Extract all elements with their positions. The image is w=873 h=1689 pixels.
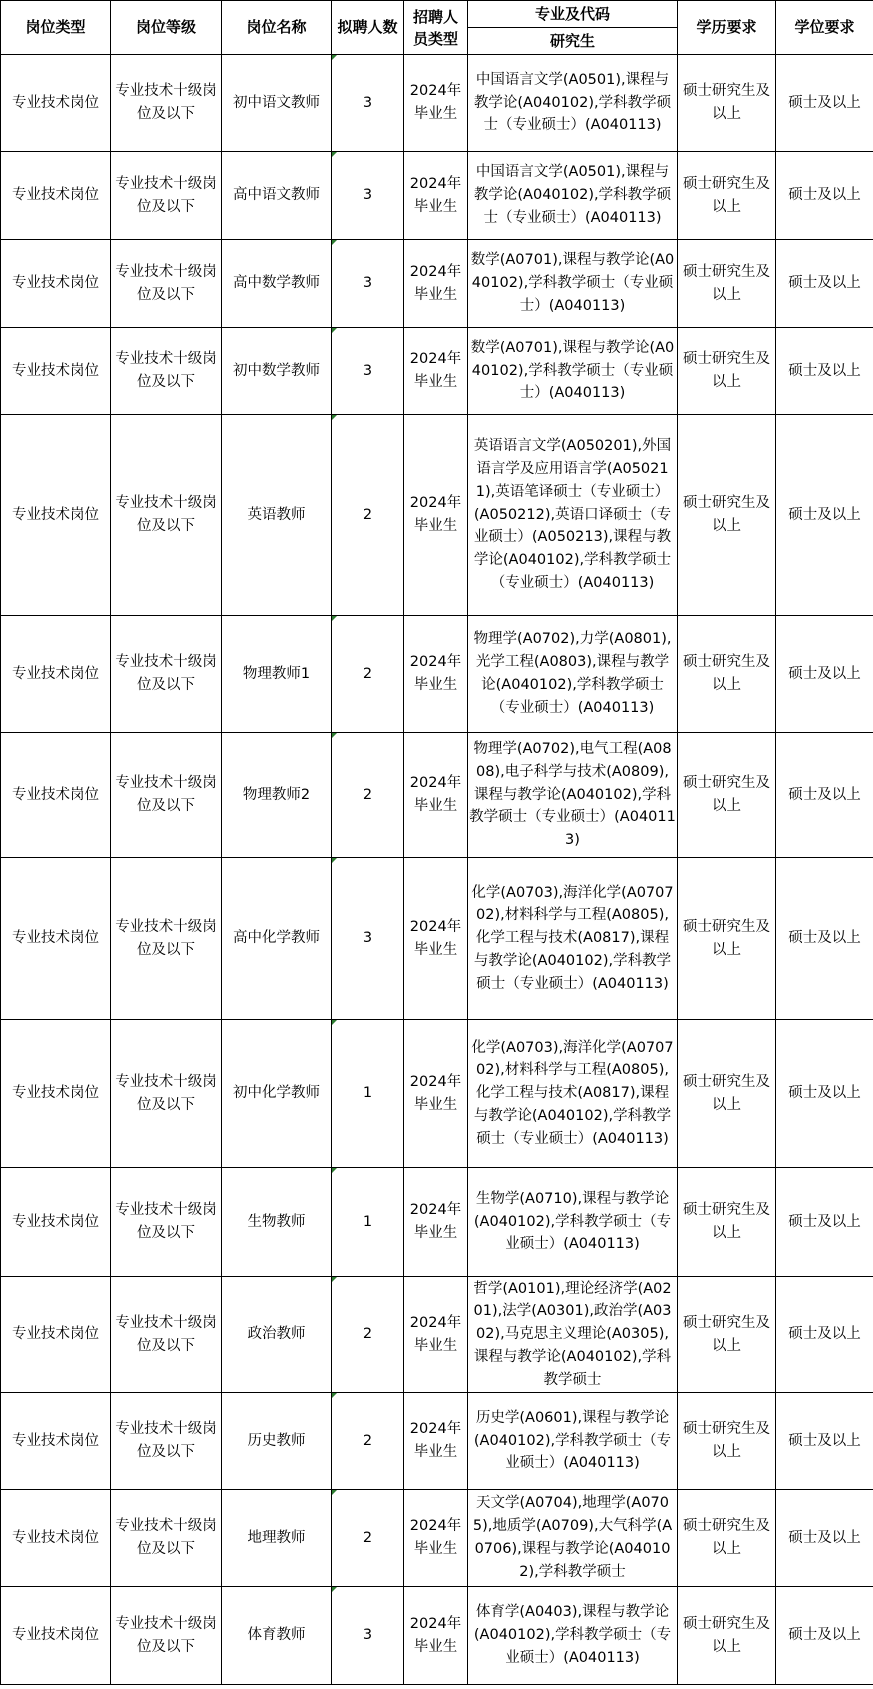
cell-degree: 硕士及以上 — [776, 1277, 873, 1393]
cell-hire-count-value: 3 — [362, 1627, 373, 1643]
cell-post-level: 专业技术十级岗位及以下 — [111, 733, 222, 858]
cell-post-type: 专业技术岗位 — [1, 240, 111, 328]
cell-education: 硕士研究生及以上 — [678, 1587, 776, 1685]
cell-post-level: 专业技术十级岗位及以下 — [111, 240, 222, 328]
cell-hire-count-value: 3 — [362, 187, 373, 203]
cell-post-type: 专业技术岗位 — [1, 328, 111, 415]
cell-post-level: 专业技术十级岗位及以下 — [111, 1393, 222, 1490]
cell-major: 数学(A0701),课程与教学论(A040102),学科教学硕士（专业硕士）(A040113) — [468, 240, 678, 328]
cell-education: 硕士研究生及以上 — [678, 616, 776, 733]
cell-degree: 硕士及以上 — [776, 1393, 873, 1490]
cell-hire-count-value: 2 — [362, 1529, 373, 1546]
table-row — [1, 733, 873, 858]
cell-education: 硕士研究生及以上 — [678, 1020, 776, 1168]
cell-marker — [332, 1277, 337, 1282]
cell-marker — [332, 1020, 337, 1025]
header-row — [1, 1, 873, 28]
cell-post-name: 高中数学教师 — [222, 240, 332, 328]
cell-marker — [332, 858, 337, 863]
cell-post-name: 初中化学教师 — [222, 1020, 332, 1168]
cell-post-name: 地理教师 — [222, 1490, 332, 1587]
table-row — [1, 415, 873, 616]
cell-degree: 硕士及以上 — [776, 1587, 873, 1685]
cell-post-name: 生物教师 — [222, 1168, 332, 1277]
cell-degree: 硕士及以上 — [776, 240, 873, 328]
cell-recruit-type: 2024年毕业生 — [404, 616, 468, 733]
cell-post-name: 历史教师 — [222, 1393, 332, 1490]
cell-recruit-type: 2024年毕业生 — [404, 152, 468, 240]
cell-recruit-type: 2024年毕业生 — [404, 1393, 468, 1490]
cell-hire-count — [332, 858, 404, 1020]
cell-recruit-type: 2024年毕业生 — [404, 733, 468, 858]
cell-recruit-type: 2024年毕业生 — [404, 1587, 468, 1685]
cell-major: 哲学(A0101),理论经济学(A0201),法学(A0301),政治学(A0302),马克思主义理论(A0305),课程与教学论(A040102),学科教学硕士 — [468, 1277, 678, 1393]
table-row — [1, 1490, 873, 1587]
cell-recruit-type: 2024年毕业生 — [404, 55, 468, 152]
table-row — [1, 152, 873, 240]
cell-degree: 硕士及以上 — [776, 152, 873, 240]
cell-hire-count-value: 2 — [362, 786, 373, 803]
cell-post-type: 专业技术岗位 — [1, 415, 111, 616]
cell-education: 硕士研究生及以上 — [678, 328, 776, 415]
cell-hire-count-value: 3 — [362, 362, 373, 379]
cell-education: 硕士研究生及以上 — [678, 1393, 776, 1490]
cell-hire-count — [332, 1168, 404, 1277]
header-major-graduate: 研究生 — [468, 28, 678, 55]
cell-post-level: 专业技术十级岗位及以下 — [111, 1587, 222, 1685]
cell-post-name: 初中语文教师 — [222, 55, 332, 152]
cell-education: 硕士研究生及以上 — [678, 1168, 776, 1277]
cell-post-type: 专业技术岗位 — [1, 1277, 111, 1393]
cell-post-level: 专业技术十级岗位及以下 — [111, 1277, 222, 1393]
cell-major: 中国语言文学(A0501),课程与教学论(A040102),学科教学硕士（专业硕士）(A040113) — [468, 152, 678, 240]
cell-hire-count — [332, 152, 404, 240]
cell-marker — [332, 1587, 337, 1592]
cell-marker — [332, 240, 337, 245]
cell-hire-count-value: 2 — [362, 1326, 373, 1342]
cell-post-name: 体育教师 — [222, 1587, 332, 1685]
header-education: 学历要求 — [678, 1, 776, 55]
cell-major: 物理学(A0702),力学(A0801),光学工程(A0803),课程与教学论(A040102),学科教学硕士（专业硕士）(A040113) — [468, 616, 678, 733]
cell-degree: 硕士及以上 — [776, 1020, 873, 1168]
cell-recruit-type: 2024年毕业生 — [404, 1020, 468, 1168]
cell-degree: 硕士及以上 — [776, 415, 873, 616]
header-hire-count: 拟聘人数 — [332, 1, 404, 55]
cell-degree: 硕士及以上 — [776, 733, 873, 858]
cell-major: 化学(A0703),海洋化学(A070702),材料科学与工程(A0805),化学工程与技术(A0817),课程与教学论(A040102),学科教学硕士（专业硕士）(A040113) — [468, 858, 678, 1020]
cell-major: 英语语言文学(A050201),外国语言学及应用语言学(A050211),英语笔译硕士（专业硕士）(A050212),英语口译硕士（专业硕士）(A050213),课程与教学论(A040102),学科教学硕士（专业硕士）(A040113) — [468, 415, 678, 616]
cell-hire-count — [332, 55, 404, 152]
cell-marker — [332, 328, 337, 333]
cell-hire-count — [332, 240, 404, 328]
cell-hire-count — [332, 1277, 404, 1393]
cell-education: 硕士研究生及以上 — [678, 1277, 776, 1393]
cell-post-level: 专业技术十级岗位及以下 — [111, 616, 222, 733]
header-major-group: 专业及代码 — [468, 1, 678, 28]
cell-recruit-type: 2024年毕业生 — [404, 1168, 468, 1277]
cell-hire-count — [332, 616, 404, 733]
cell-post-name: 英语教师 — [222, 415, 332, 616]
cell-education: 硕士研究生及以上 — [678, 858, 776, 1020]
cell-hire-count — [332, 1020, 404, 1168]
cell-post-level: 专业技术十级岗位及以下 — [111, 152, 222, 240]
cell-major: 化学(A0703),海洋化学(A070702),材料科学与工程(A0805),化学工程与技术(A0817),课程与教学论(A040102),学科教学硕士（专业硕士）(A040113) — [468, 1020, 678, 1168]
cell-hire-count-value: 3 — [362, 275, 373, 291]
cell-degree: 硕士及以上 — [776, 328, 873, 415]
table-row — [1, 1020, 873, 1168]
cell-education: 硕士研究生及以上 — [678, 55, 776, 152]
cell-education: 硕士研究生及以上 — [678, 152, 776, 240]
cell-post-level: 专业技术十级岗位及以下 — [111, 328, 222, 415]
cell-education: 硕士研究生及以上 — [678, 240, 776, 328]
cell-marker — [332, 1490, 337, 1495]
header-recruit-type: 招聘人员类型 — [404, 1, 468, 55]
cell-hire-count-value: 1 — [362, 1213, 373, 1230]
cell-recruit-type: 2024年毕业生 — [404, 415, 468, 616]
cell-post-level: 专业技术十级岗位及以下 — [111, 1490, 222, 1587]
cell-post-name: 物理教师2 — [222, 733, 332, 858]
cell-post-name: 高中化学教师 — [222, 858, 332, 1020]
cell-marker — [332, 616, 337, 621]
cell-degree: 硕士及以上 — [776, 858, 873, 1020]
cell-major: 历史学(A0601),课程与教学论(A040102),学科教学硕士（专业硕士）(A040113) — [468, 1393, 678, 1490]
cell-post-level: 专业技术十级岗位及以下 — [111, 55, 222, 152]
cell-post-name: 高中语文教师 — [222, 152, 332, 240]
cell-major: 生物学(A0710),课程与教学论(A040102),学科教学硕士（专业硕士）(A040113) — [468, 1168, 678, 1277]
cell-post-type: 专业技术岗位 — [1, 55, 111, 152]
cell-marker — [332, 733, 337, 738]
cell-post-type: 专业技术岗位 — [1, 1587, 111, 1685]
cell-degree: 硕士及以上 — [776, 1490, 873, 1587]
cell-marker — [332, 1168, 337, 1173]
cell-post-type: 专业技术岗位 — [1, 1393, 111, 1490]
table-row — [1, 240, 873, 328]
cell-post-level: 专业技术十级岗位及以下 — [111, 1020, 222, 1168]
table-row — [1, 1393, 873, 1490]
cell-hire-count-value: 1 — [362, 1085, 373, 1101]
cell-post-name: 初中数学教师 — [222, 328, 332, 415]
cell-major: 物理学(A0702),电气工程(A0808),电子科学与技术(A0809),课程与教学论(A040102),学科教学硕士（专业硕士）(A040113) — [468, 733, 678, 858]
header-post-type: 岗位类型 — [1, 1, 111, 55]
cell-major: 天文学(A0704),地理学(A0705),地质学(A0709),大气科学(A0706),课程与教学论(A040102),学科教学硕士 — [468, 1490, 678, 1587]
cell-education: 硕士研究生及以上 — [678, 1490, 776, 1587]
cell-hire-count-value: 2 — [362, 665, 373, 682]
cell-hire-count-value: 2 — [362, 506, 373, 523]
cell-hire-count — [332, 1587, 404, 1685]
cell-hire-count — [332, 1393, 404, 1490]
table-row — [1, 1168, 873, 1277]
cell-degree: 硕士及以上 — [776, 616, 873, 733]
table-row — [1, 1277, 873, 1393]
cell-education: 硕士研究生及以上 — [678, 415, 776, 616]
cell-recruit-type: 2024年毕业生 — [404, 240, 468, 328]
header-post-name: 岗位名称 — [222, 1, 332, 55]
cell-hire-count-value: 3 — [362, 930, 373, 946]
cell-major: 中国语言文学(A0501),课程与教学论(A040102),学科教学硕士（专业硕士）(A040113) — [468, 55, 678, 152]
cell-post-name: 政治教师 — [222, 1277, 332, 1393]
cell-post-level: 专业技术十级岗位及以下 — [111, 415, 222, 616]
cell-recruit-type: 2024年毕业生 — [404, 1490, 468, 1587]
cell-marker — [332, 415, 337, 420]
table-row — [1, 55, 873, 152]
table-row — [1, 328, 873, 415]
cell-education: 硕士研究生及以上 — [678, 733, 776, 858]
cell-post-level: 专业技术十级岗位及以下 — [111, 858, 222, 1020]
cell-marker — [332, 55, 337, 60]
table-row — [1, 1587, 873, 1685]
cell-post-type: 专业技术岗位 — [1, 616, 111, 733]
table-row — [1, 616, 873, 733]
cell-hire-count — [332, 733, 404, 858]
cell-post-type: 专业技术岗位 — [1, 733, 111, 858]
cell-post-name: 物理教师1 — [222, 616, 332, 733]
cell-major: 体育学(A0403),课程与教学论(A040102),学科教学硕士（专业硕士）(A040113) — [468, 1587, 678, 1685]
header-post-level: 岗位等级 — [111, 1, 222, 55]
cell-hire-count-value: 2 — [362, 1432, 373, 1449]
cell-hire-count — [332, 1490, 404, 1587]
cell-recruit-type: 2024年毕业生 — [404, 328, 468, 415]
cell-major: 数学(A0701),课程与教学论(A040102),学科教学硕士（专业硕士）(A040113) — [468, 328, 678, 415]
header-degree: 学位要求 — [776, 1, 873, 55]
cell-degree: 硕士及以上 — [776, 1168, 873, 1277]
cell-marker — [332, 152, 337, 157]
cell-hire-count — [332, 415, 404, 616]
cell-post-type: 专业技术岗位 — [1, 858, 111, 1020]
cell-post-type: 专业技术岗位 — [1, 1490, 111, 1587]
cell-marker — [332, 1393, 337, 1398]
cell-hire-count — [332, 328, 404, 415]
cell-post-level: 专业技术十级岗位及以下 — [111, 1168, 222, 1277]
cell-post-type: 专业技术岗位 — [1, 1020, 111, 1168]
cell-recruit-type: 2024年毕业生 — [404, 858, 468, 1020]
cell-post-type: 专业技术岗位 — [1, 152, 111, 240]
cell-recruit-type: 2024年毕业生 — [404, 1277, 468, 1393]
table-row — [1, 858, 873, 1020]
cell-hire-count-value: 3 — [362, 94, 373, 111]
cell-post-type: 专业技术岗位 — [1, 1168, 111, 1277]
cell-degree: 硕士及以上 — [776, 55, 873, 152]
